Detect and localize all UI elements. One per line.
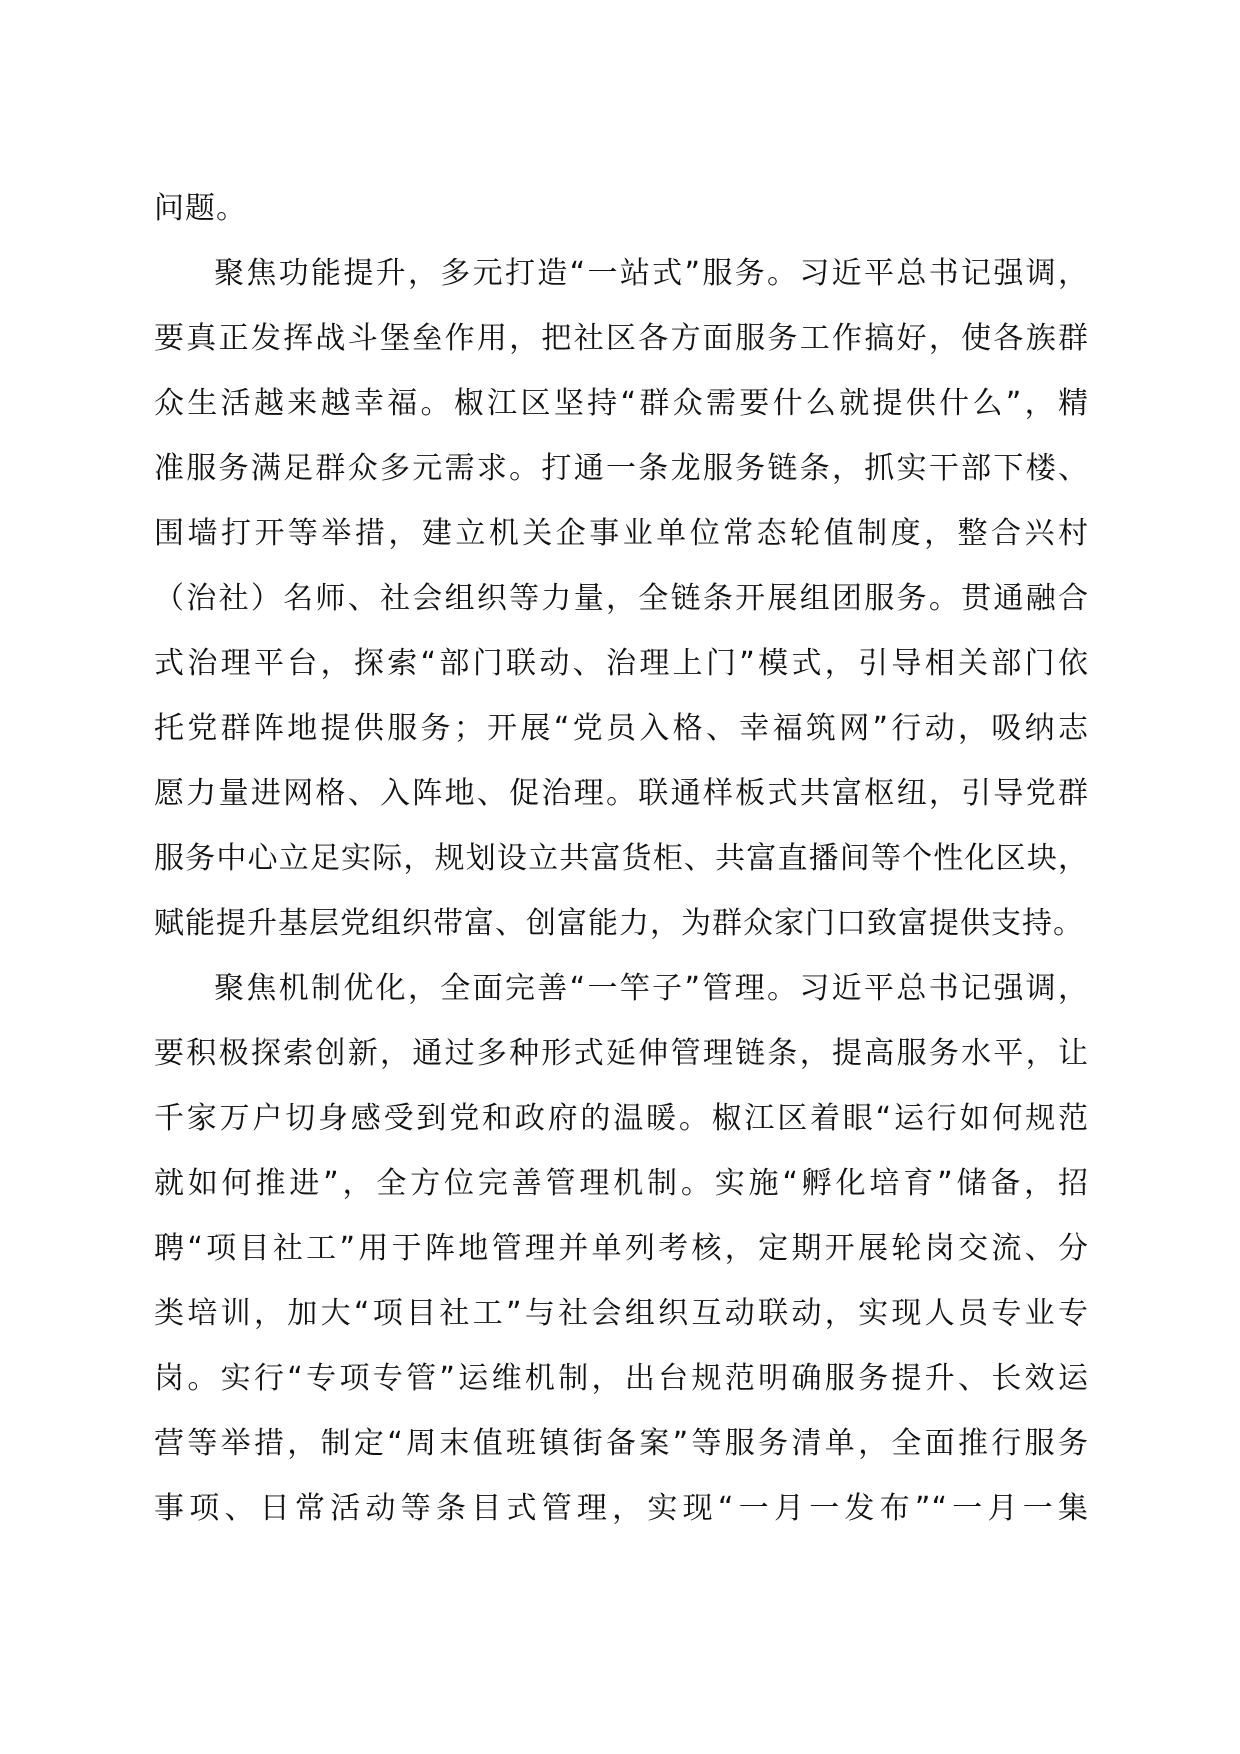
text-line: 准服务满足群众多元需求。打通一条龙服务链条，抓实干部下楼、 — [154, 451, 1089, 486]
body-text — [154, 176, 1089, 1541]
text-line: 要积极探索创新，通过多种形式延伸管理链条，提高服务水平，让 — [154, 1036, 1089, 1071]
text-line: 赋能提升基层党组织带富、创富能力，为群众家门口致富提供支持。 — [154, 906, 1084, 941]
text-line: 就如何推进”，全方位完善管理机制。实施“孵化培育”储备，招 — [154, 1166, 1089, 1201]
paragraph-first-line: 聚焦功能提升，多元打造“一站式”服务。习近平总书记强调， — [214, 256, 1089, 291]
text-line: 营等举措，制定“周末值班镇街备案”等服务清单，全面推行服务 — [154, 1426, 1089, 1461]
text-line: 式治理平台，探索“部门联动、治理上门”模式，引导相关部门依 — [154, 646, 1089, 681]
text-line: 类培训，加大“项目社工”与社会组织互动联动，实现人员专业专 — [154, 1296, 1089, 1331]
text-line: 岗。实行“专项专管”运维机制，出台规范明确服务提升、长效运 — [154, 1361, 1089, 1396]
text-line: 问题。 — [154, 191, 247, 226]
text-line: 围墙打开等举措，建立机关企事业单位常态轮值制度，整合兴村 — [154, 516, 1089, 551]
text-line: 聘“项目社工”用于阵地管理并单列考核，定期开展轮岗交流、分 — [154, 1231, 1089, 1266]
text-line: 愿力量进网格、入阵地、促治理。联通样板式共富枢纽，引导党群 — [154, 776, 1089, 811]
text-line: 托党群阵地提供服务；开展“党员入格、幸福筑网”行动，吸纳志 — [154, 711, 1089, 746]
text-line: 千家万户切身感受到党和政府的温暖。椒江区着眼“运行如何规范 — [154, 1101, 1089, 1136]
text-line: 要真正发挥战斗堡垒作用，把社区各方面服务工作搞好，使各族群 — [154, 321, 1089, 356]
text-line: 事项、日常活动等条目式管理，实现“一月一发布”“一月一集 — [154, 1491, 1089, 1526]
paragraph-first-line: 聚焦机制优化，全面完善“一竿子”管理。习近平总书记强调， — [214, 971, 1089, 1006]
text-line: 服务中心立足实际，规划设立共富货柜、共富直播间等个性化区块， — [154, 841, 1089, 876]
text-line: 众生活越来越幸福。椒江区坚持“群众需要什么就提供什么”，精 — [154, 386, 1089, 421]
text-line: （治社）名师、社会组织等力量，全链条开展组团服务。贯通融合 — [154, 581, 1089, 616]
